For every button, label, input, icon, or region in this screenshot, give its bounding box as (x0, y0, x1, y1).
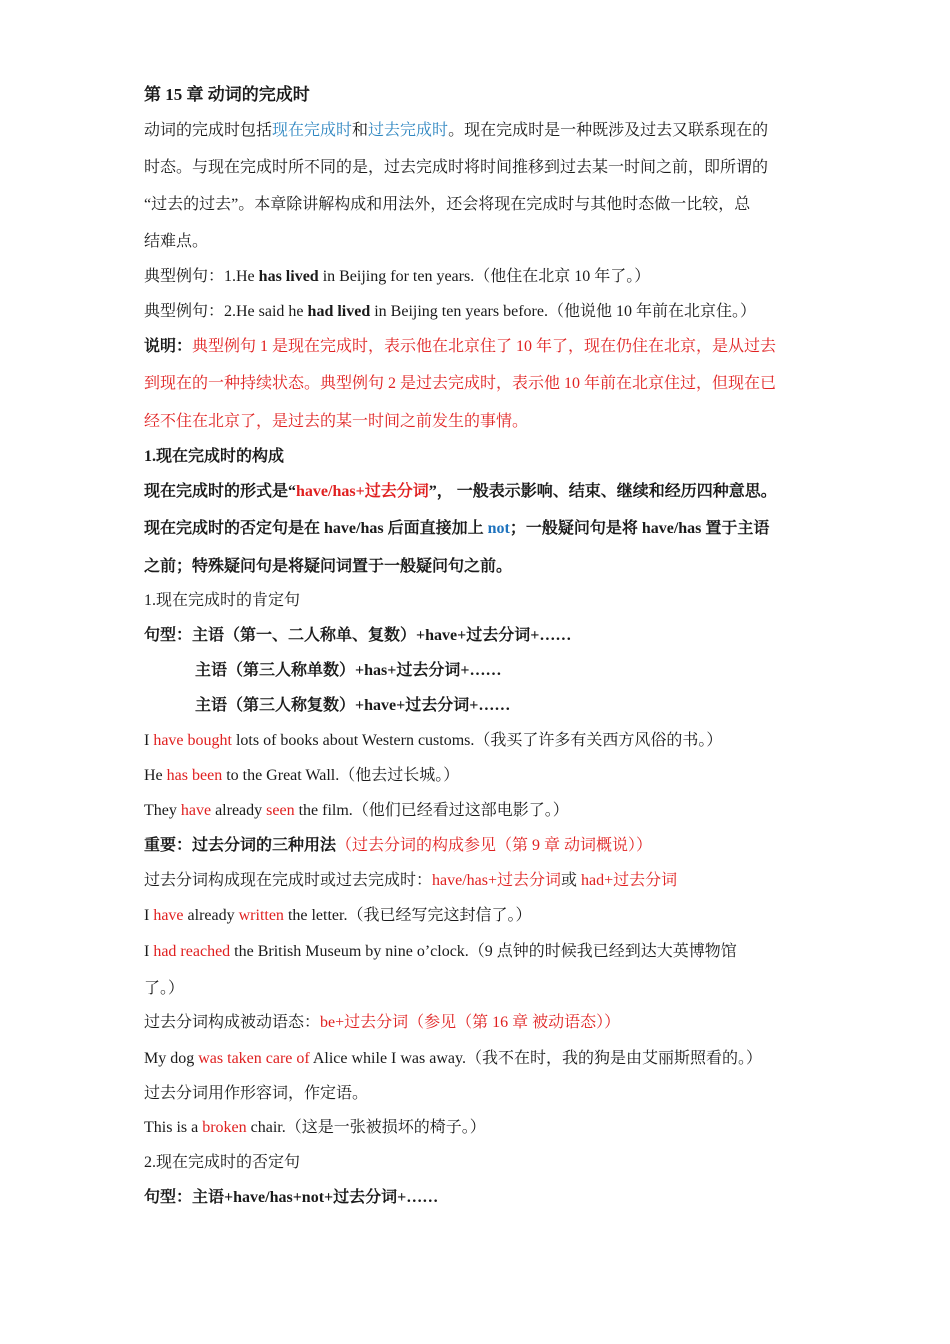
explanation-line-2: 到现在的一种持续状态。典型例句 2 是过去完成时，表示他 10 年前在北京住过，但现在已 (144, 375, 777, 392)
affirmative-example-1: I have bought lots of books about Western customs.（我买了许多有关西方风俗的书。） (144, 732, 723, 749)
affirmative-pattern-1: 句型：主语（第一、二人称单、复数）+have+过去分词+…… (144, 627, 572, 644)
participle-example-3: My dog was taken care of Alice while I was away.（我不在时，我的狗是由艾丽斯照看的。） (144, 1050, 762, 1067)
affirmative-example-3: They have already seen the film.（他们已经看过这部电影了。） (144, 802, 569, 819)
formation-negative-line-2: 之前；特殊疑问句是将疑问词置于一般疑问句之前。 (144, 558, 513, 575)
affirmative-pattern-2: 主语（第三人称单数）+has+过去分词+…… (195, 662, 502, 679)
chapter-title: 第 15 章 动词的完成时 (144, 85, 310, 104)
explanation-line-3: 经不住在北京了，是过去的某一时间之前发生的事情。 (144, 413, 529, 430)
explanation-line-1: 说明：典型例句 1 是现在完成时，表示他在北京住了 10 年了，现在仍住在北京，是从过去 (144, 338, 777, 355)
participle-use-2: 过去分词构成被动语态：be+过去分词（参见（第 16 章 被动语态）） (144, 1014, 621, 1031)
important-heading: 重要：过去分词的三种用法（过去分词的构成参见（第 9 章 动词概说）） (144, 837, 653, 854)
affirmative-heading: 1.现在完成时的肯定句 (144, 592, 301, 609)
example-sentence-1: 典型例句：1.He has lived in Beijing for ten years.（他住在北京 10 年了。） (144, 268, 651, 285)
link-present-perfect[interactable]: 现在完成时 (272, 122, 353, 139)
formation-negative-line-1: 现在完成时的否定句是在 have/has 后面直接加上 not；一般疑问句是将 have/has 置于主语 (144, 520, 770, 537)
intro-line-1: 动词的完成时包括现在完成时和过去完成时。现在完成时是一种既涉及过去又联系现在的 (144, 122, 769, 139)
participle-use-1: 过去分词构成现在完成时或过去完成时：have/has+过去分词或 had+过去分词 (144, 872, 678, 889)
affirmative-pattern-3: 主语（第三人称复数）+have+过去分词+…… (195, 697, 511, 714)
section-heading-formation: 1.现在完成时的构成 (144, 448, 285, 465)
participle-use-3: 过去分词用作形容词，作定语。 (144, 1085, 369, 1102)
explanation-label: 说明： (144, 338, 193, 355)
formation-form-line: 现在完成时的形式是“have/has+过去分词”， 一般表示影响、结束、继续和经历四种意思。 (144, 483, 777, 500)
participle-example-2: I had reached the British Museum by nine o’clock.（9 点钟的时候我已经到达大英博物馆 (144, 943, 737, 960)
intro-line-2: 时态。与现在完成时所不同的是，过去完成时将时间推移到过去某一时间之前，即所谓的 (144, 159, 769, 176)
participle-example-2-cont: 了。） (144, 980, 185, 997)
participle-example-4: This is a broken chair.（这是一张被损坏的椅子。） (144, 1119, 486, 1136)
negative-pattern: 句型：主语+have/has+not+过去分词+…… (144, 1189, 439, 1206)
link-past-perfect[interactable]: 过去完成时 (368, 122, 449, 139)
intro-line-4: 结难点。 (144, 233, 209, 250)
intro-line-3: “过去的过去”。本章除讲解构成和用法外，还会将现在完成时与其他时态做一比较，总 (144, 196, 751, 213)
negative-heading: 2.现在完成时的否定句 (144, 1154, 301, 1171)
affirmative-example-2: He has been to the Great Wall.（他去过长城。） (144, 767, 460, 784)
example-sentence-2: 典型例句：2.He said he had lived in Beijing ten years before.（他说他 10 年前在北京住。） (144, 303, 756, 320)
participle-example-1: I have already written the letter.（我已经写完这封信了。） (144, 907, 532, 924)
